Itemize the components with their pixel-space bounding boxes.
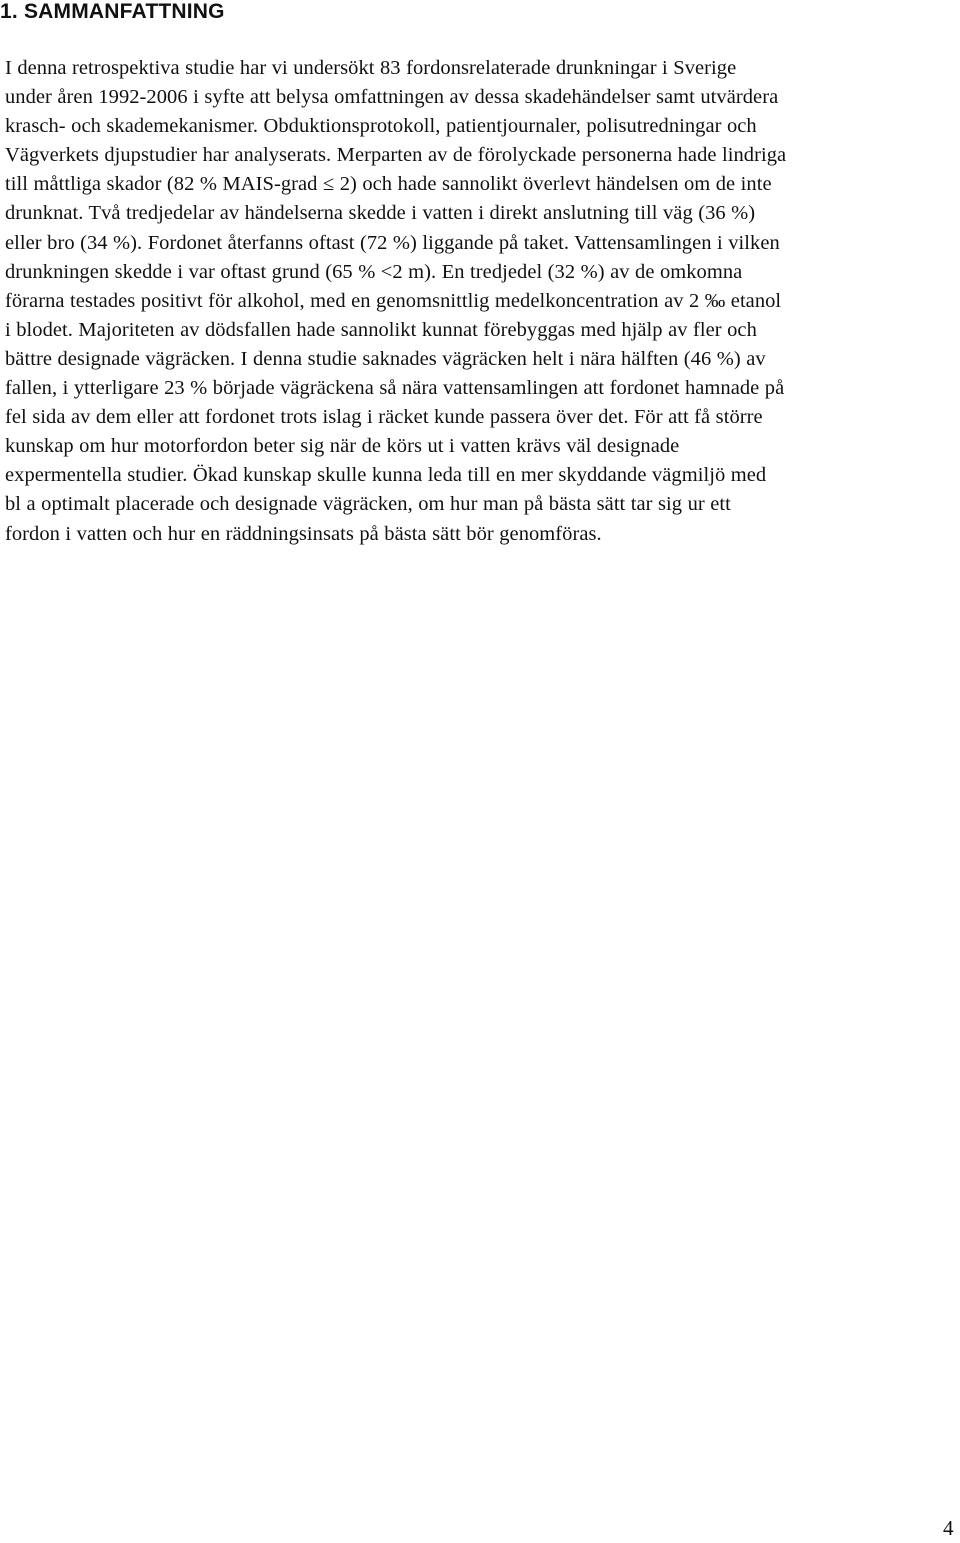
summary-line: Vägverkets djupstudier har analyserats. Merparten av de förolyckade personerna hade lindriga <box>5 144 787 167</box>
summary-line: kunskap om hur motorfordon beter sig när de körs ut i vatten krävs väl designade <box>5 435 680 458</box>
summary-line: eller bro (34 %). Fordonet återfanns oftast (72 %) liggande på taket. Vattensamlingen i vilken <box>5 231 780 254</box>
summary-line: förarna testades positivt för alkohol, med en genomsnittlig medelkoncentration av 2 ‰ etanol <box>5 289 782 312</box>
summary-line: krasch- och skademekanismer. Obduktionsprotokoll, patientjournaler, polisutredningar och <box>5 115 757 138</box>
page-number: 4 <box>943 1516 954 1540</box>
section-heading: 1. SAMMANFATTNING <box>0 0 225 23</box>
summary-line: bl a optimalt placerade och designade vägräcken, om hur man på bästa sätt tar sig ur ett <box>5 493 731 516</box>
summary-line: drunkningen skedde i var oftast grund (65 % <2 m). En tredjedel (32 %) av de omkomna <box>5 260 743 283</box>
summary-line: expermentella studier. Ökad kunskap skulle kunna leda till en mer skyddande vägmiljö med <box>5 464 767 487</box>
summary-line: i blodet. Majoriteten av dödsfallen hade sannolikt kunnat förebyggas med hjälp av fler och <box>5 318 757 341</box>
summary-line: fel sida av dem eller att fordonet trots islag i räcket kunde passera över det. För att få större <box>5 406 763 429</box>
summary-paragraph <box>5 54 958 549</box>
summary-line: fordon i vatten och hur en räddningsinsats på bästa sätt bör genomföras. <box>5 522 602 545</box>
summary-line: under åren 1992-2006 i syfte att belysa omfattningen av dessa skadehändelser samt utvärdera <box>5 86 779 109</box>
summary-line: fallen, i ytterligare 23 % började vägräckena så nära vattensamlingen att fordonet hamnade på <box>5 377 785 400</box>
summary-line: I denna retrospektiva studie har vi undersökt 83 fordonsrelaterade drunkningar i Sverige <box>5 57 737 79</box>
summary-line: till måttliga skador (82 % MAIS-grad ≤ 2) och hade sannolikt överlevt händelsen om de inte <box>5 173 772 196</box>
summary-line: drunknat. Två tredjedelar av händelserna skedde i vatten i direkt anslutning till väg (36 %) <box>5 202 756 225</box>
summary-line: bättre designade vägräcken. I denna studie saknades vägräcken helt i nära hälften (46 %) av <box>5 347 766 370</box>
